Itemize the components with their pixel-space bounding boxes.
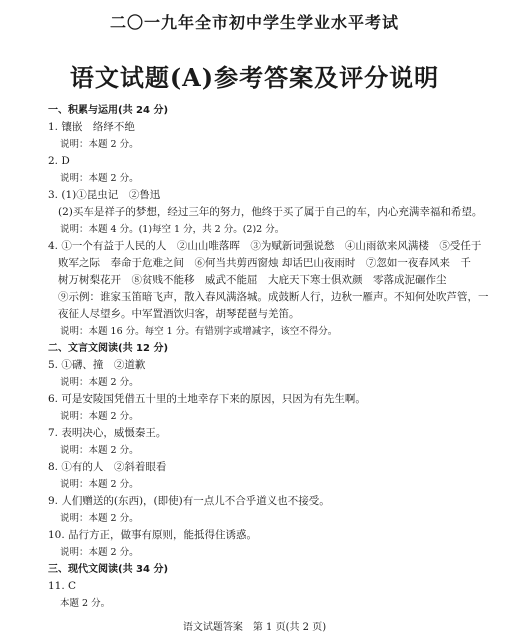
answer-line: 1. 镶嵌 络绎不绝	[48, 121, 135, 133]
answer-line: 5. ①礴、撞 ②道歉	[48, 359, 146, 371]
scoring-note: 说明：本题 2 分。	[60, 139, 139, 150]
scoring-note: 说明：本题 2 分。	[60, 513, 139, 524]
scoring-note: 说明：本题 2 分。	[60, 479, 139, 490]
main-title: 语文试题(A)参考答案及评分说明	[69, 63, 440, 92]
answer-line: 败军之际 奉命于危难之间 ⑥何当共剪西窗烛 却话巴山夜雨时 ⑦忽如一夜春风来 千	[58, 257, 471, 269]
scoring-note: 说明：本题 2 分。	[60, 547, 139, 558]
scoring-note: 说明：本题 4 分。(1)每空 1 分，共 2 分。(2)2 分。	[60, 224, 285, 235]
answer-line: 9. 人们赠送的(东西)，(即使)有一点儿不合乎道义也不接受。	[48, 495, 330, 507]
scoring-note: 说明：本题 16 分。每空 1 分。有错别字或增减字，该空不得分。	[60, 326, 338, 337]
answer-content	[48, 102, 488, 612]
scoring-note: 本题 2 分。	[60, 598, 111, 609]
answer-line: 11. C	[48, 580, 77, 592]
answer-line: 2. D	[48, 155, 70, 167]
answer-line: (2)买车是祥子的梦想，经过三年的努力，他终于买了属于自己的车，内心充满幸福和希望。	[58, 206, 483, 218]
answer-line: 8. ①有的人 ②斜着眼看	[48, 461, 167, 473]
scoring-note: 说明：本题 2 分。	[60, 173, 139, 184]
scoring-note: 说明：本题 2 分。	[60, 411, 139, 422]
answer-line: 10. 品行方正，做事有原则，能抵得住诱惑。	[48, 529, 258, 541]
answer-line: 4. ①一个有益于人民的人 ②山山唯落晖 ③为赋新词强说愁 ④山雨欲来风满楼 ⑤受任于	[48, 240, 482, 252]
scoring-note: 说明：本题 2 分。	[60, 445, 139, 456]
page-footer: 语文试题答案 第 1 页(共 2 页)	[182, 622, 327, 633]
answer-line: 夜征人尽望乡。中军置酒饮归客，胡琴琵琶与羌笛。	[58, 308, 300, 320]
answer-line: 7. 表明决心，威慑秦王。	[48, 427, 167, 439]
exam-title: 二〇一九年全市初中学生学业水平考试	[109, 13, 399, 32]
answer-line: 3. (1)①昆虫记 ②鲁迅	[48, 189, 161, 201]
scoring-note: 说明：本题 2 分。	[60, 377, 139, 388]
answer-line: 6. 可是安陵国凭借五十里的土地幸存下来的原因，只因为有先生啊。	[48, 393, 366, 405]
section-heading: 三、现代文阅读(共 34 分)	[48, 564, 169, 575]
section-heading: 一、积累与运用(共 24 分)	[48, 105, 169, 116]
section-heading: 二、文言文阅读(共 12 分)	[48, 343, 169, 354]
answer-line: ⑨示例：谁家玉笛暗飞声，散入春风满洛城。成鼓断人行，边秋一雁声。不知何处吹芦管，一	[58, 291, 488, 303]
answer-line: 树万树梨花开 ⑧贫贱不能移 威武不能屈 大庇天下寒士俱欢颜 零落成泥碾作尘	[58, 274, 447, 286]
